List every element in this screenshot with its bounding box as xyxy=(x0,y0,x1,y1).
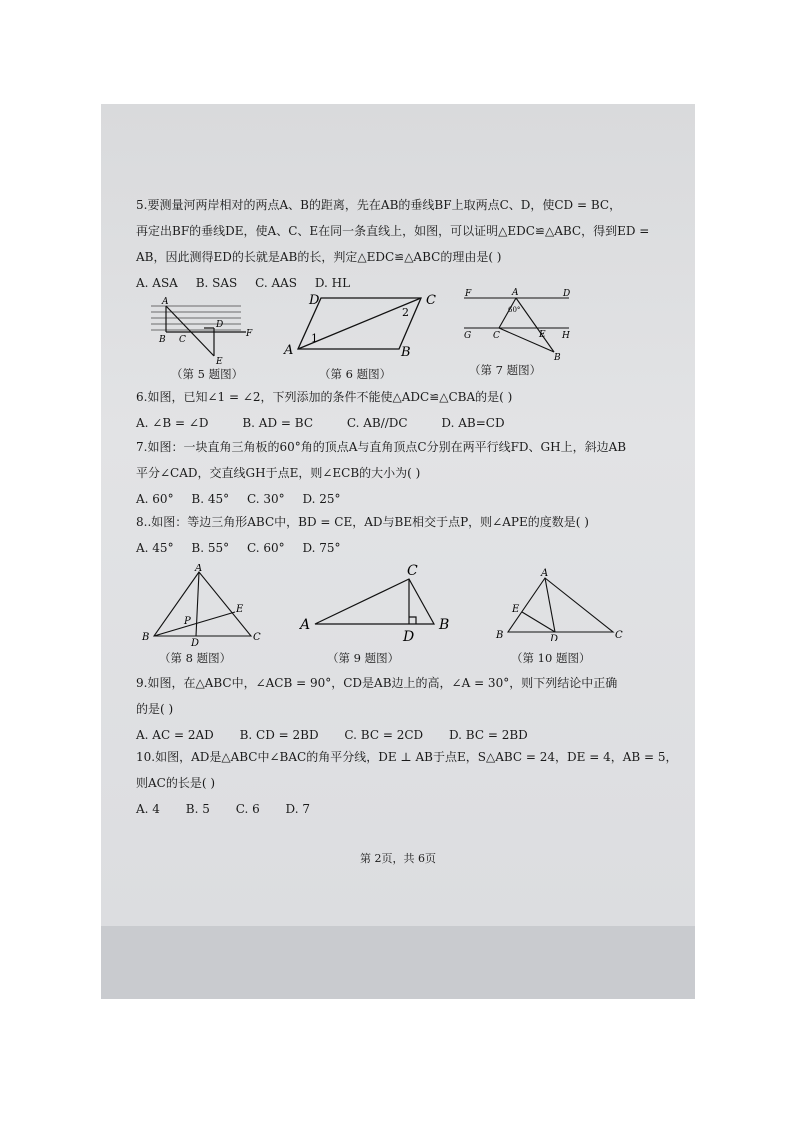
fig6-angle-2: 2 xyxy=(402,306,409,319)
fig10-label-b: B xyxy=(496,630,504,641)
fig8-label-e: E xyxy=(236,604,244,615)
q5-option-a: A. ASA xyxy=(136,276,178,290)
fig7-label-b: B xyxy=(554,353,561,361)
background-surface xyxy=(101,926,695,999)
q9-option-a: A. AC = 2AD xyxy=(136,728,214,742)
question-7 xyxy=(136,434,666,512)
fig8-label-p: P xyxy=(184,616,191,627)
question-5 xyxy=(136,192,666,296)
caption-figure-7: （第 7 题图） xyxy=(469,363,542,377)
caption-figure-6: （第 6 题图） xyxy=(319,367,392,381)
q5-line3: AB，因此测得ED的长就是AB的长，判定△EDC≌△ABC的理由是( ) xyxy=(136,250,502,264)
question-8 xyxy=(136,509,666,561)
caption-figure-8: （第 8 题图） xyxy=(159,651,232,665)
figure-9 xyxy=(299,559,464,644)
fig9-label-d: D xyxy=(403,629,415,644)
fig5-label-b: B xyxy=(159,335,166,345)
fig7-angle-60: 60° xyxy=(508,306,521,314)
fig5-label-a: A xyxy=(162,297,169,307)
fig7-label-e: E xyxy=(539,330,546,340)
figure-7 xyxy=(459,286,579,361)
fig7-label-g: G xyxy=(464,331,472,341)
q5-line1: 5.要测量河两岸相对的两点A、B的距离，先在AB的垂线BF上取两点C、D，使CD = BC， xyxy=(136,198,622,212)
q8-option-d: D. 75° xyxy=(302,541,341,555)
exam-paper xyxy=(101,104,695,926)
fig8-label-b: B xyxy=(142,632,150,643)
q8-option-a: A. 45° xyxy=(136,541,174,555)
fig7-label-f: F xyxy=(465,289,472,299)
fig6-angle-1: 1 xyxy=(311,332,318,345)
q8-option-b: B. 55° xyxy=(191,541,230,555)
q5-option-d: D. HL xyxy=(314,276,351,290)
q7-line2: 平分∠CAD，交直线GH于点E，则∠ECB的大小为( ) xyxy=(136,466,421,480)
figure-8 xyxy=(139,564,269,646)
fig5-label-f: F xyxy=(246,329,253,339)
q6-options xyxy=(136,410,666,436)
fig9-label-b: B xyxy=(439,617,450,633)
fig6-label-a: A xyxy=(284,343,294,358)
fig9-label-a: A xyxy=(300,617,311,633)
q9-option-c: C. BC = 2CD xyxy=(344,728,424,742)
q10-option-a: A. 4 xyxy=(136,802,160,816)
fig10-label-c: C xyxy=(615,630,623,641)
fig9-label-c: C xyxy=(407,563,418,579)
q8-options xyxy=(136,535,666,561)
photo-frame xyxy=(101,104,695,999)
fig5-label-e: E xyxy=(216,357,223,364)
fig7-label-a: A xyxy=(512,288,519,298)
fig6-label-d: D xyxy=(309,293,320,308)
q6-option-c: C. AB//DC xyxy=(346,416,408,430)
figure-6 xyxy=(281,286,446,361)
q10-option-b: B. 5 xyxy=(185,802,210,816)
fig10-label-e: E xyxy=(512,604,520,615)
q6-line1: 6.如图，已知∠1 = ∠2，下列添加的条件不能使△ADC≌△CBA的是( ) xyxy=(136,390,513,404)
q9-option-b: B. CD = 2BD xyxy=(239,728,319,742)
question-9 xyxy=(136,670,666,748)
q5-option-b: B. SAS xyxy=(195,276,238,290)
caption-figure-9: （第 9 题图） xyxy=(327,651,400,665)
q7-option-b: B. 45° xyxy=(191,492,230,506)
q8-line1: 8..如图：等边三角形ABC中，BD = CE，AD与BE相交于点P，则∠APE的度数是( ) xyxy=(136,515,589,529)
q9-line1: 9.如图，在△ABC中，∠ACB = 90°，CD是AB边上的高，∠A = 30°，则下列结论中正确 xyxy=(136,676,618,690)
q7-option-c: C. 30° xyxy=(246,492,285,506)
fig5-label-d: D xyxy=(216,320,224,330)
fig7-label-d: D xyxy=(563,289,571,299)
caption-figure-5: （第 5 题图） xyxy=(171,367,244,381)
fig6-label-c: C xyxy=(426,293,436,308)
q7-option-d: D. 25° xyxy=(302,492,341,506)
question-6 xyxy=(136,384,666,436)
fig8-label-c: C xyxy=(253,632,261,643)
q5-option-c: C. AAS xyxy=(255,276,298,290)
caption-figure-10: （第 10 题图） xyxy=(511,651,591,665)
page-number: 第 2页，共 6页 xyxy=(360,852,436,865)
q10-options xyxy=(136,796,666,822)
q6-option-b: B. AD = BC xyxy=(242,416,313,430)
figure-10 xyxy=(493,566,633,641)
fig5-label-c: C xyxy=(179,335,186,345)
q10-line1: 10.如图，AD是△ABC中∠BAC的角平分线，DE ⊥ AB于点E，S△ABC = 24，DE = 4，AB = 5， xyxy=(136,750,678,764)
fig7-label-h: H xyxy=(562,331,570,341)
fig10-label-a: A xyxy=(541,568,549,579)
q9-line2: 的是( ) xyxy=(136,702,174,716)
question-10 xyxy=(136,744,678,822)
fig8-label-a: A xyxy=(195,564,203,574)
q5-line2: 再定出BF的垂线DE，使A、C、E在同一条直线上，如图，可以证明△EDC≌△ABC，得到ED = xyxy=(136,224,650,238)
q7-line1: 7.如图：一块直角三角板的60°角的顶点A与直角顶点C分别在两平行线FD、GH上，斜边AB xyxy=(136,440,627,454)
q8-option-c: C. 60° xyxy=(246,541,285,555)
q10-option-d: D. 7 xyxy=(285,802,311,816)
q6-option-a: A. ∠B = ∠D xyxy=(136,416,209,430)
q7-option-a: A. 60° xyxy=(136,492,174,506)
q10-option-c: C. 6 xyxy=(235,802,260,816)
fig8-label-d: D xyxy=(191,638,200,646)
figure-5 xyxy=(146,294,256,364)
fig10-label-d: D xyxy=(550,634,559,641)
q10-line2: 则AC的长是( ) xyxy=(136,776,216,790)
q6-option-d: D. AB=CD xyxy=(441,416,505,430)
fig6-label-b: B xyxy=(401,345,411,360)
fig7-label-c: C xyxy=(493,331,500,341)
q9-option-d: D. BC = 2BD xyxy=(448,728,528,742)
